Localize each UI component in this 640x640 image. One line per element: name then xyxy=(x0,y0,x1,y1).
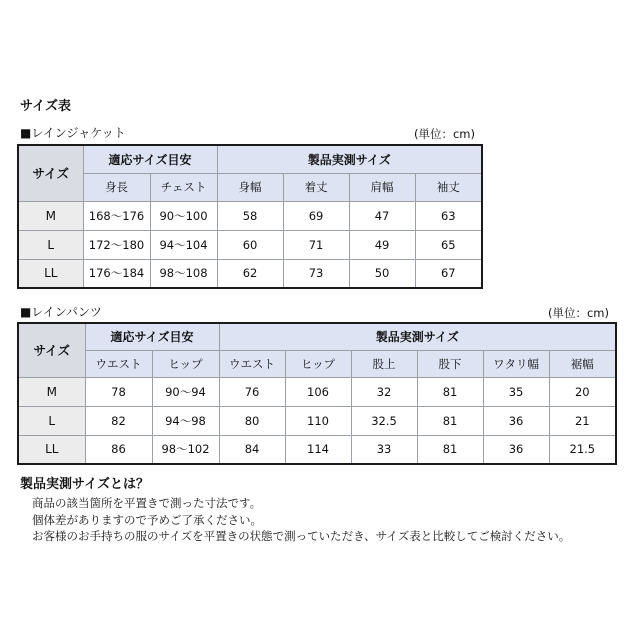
actual-size-header: 製品実測サイズ xyxy=(219,323,616,350)
size-label: M xyxy=(18,201,83,230)
page-title: サイズ表 xyxy=(20,99,71,114)
table-cell: 90～100 xyxy=(150,201,217,230)
table-cell: 47 xyxy=(349,201,415,230)
jacket-heading: ■レインジャケット xyxy=(20,126,126,140)
table-row xyxy=(18,406,616,435)
table-cell: 76 xyxy=(219,377,285,406)
table-cell: 71 xyxy=(283,230,349,259)
column-header: 袖丈 xyxy=(415,173,482,201)
table-row xyxy=(18,201,482,230)
table-cell: 81 xyxy=(417,435,483,464)
note-line: 個体差がありますので予めご了承ください。 xyxy=(32,513,262,527)
table-cell: 98～108 xyxy=(150,259,217,288)
size-label: L xyxy=(18,230,83,259)
table-cell: 94～98 xyxy=(152,406,219,435)
table-cell: 81 xyxy=(417,406,483,435)
table-cell: 81 xyxy=(417,377,483,406)
table-cell: 32.5 xyxy=(351,406,417,435)
pants-heading: ■レインパンツ xyxy=(20,305,102,319)
table-cell: 33 xyxy=(351,435,417,464)
size-label: LL xyxy=(18,435,85,464)
table-row xyxy=(18,259,482,288)
actual-size-header: 製品実測サイズ xyxy=(217,145,482,173)
table-row xyxy=(18,377,616,406)
table-cell: 110 xyxy=(285,406,351,435)
pants-size-table xyxy=(17,322,617,465)
notes-title: 製品実測サイズとは？ xyxy=(20,477,149,492)
table-cell: 82 xyxy=(85,406,152,435)
table-cell: 58 xyxy=(217,201,283,230)
table-cell: 90～94 xyxy=(152,377,219,406)
column-header: 裾幅 xyxy=(549,350,616,377)
table-cell: 80 xyxy=(219,406,285,435)
table-cell: 60 xyxy=(217,230,283,259)
column-header: 肩幅 xyxy=(349,173,415,201)
table-cell: 176～184 xyxy=(83,259,150,288)
size-label: L xyxy=(18,406,85,435)
table-cell: 49 xyxy=(349,230,415,259)
table-cell: 63 xyxy=(415,201,482,230)
size-header: サイズ xyxy=(18,145,83,201)
jacket-unit: (単位：cm) xyxy=(414,127,475,141)
table-cell: 67 xyxy=(415,259,482,288)
fit-size-header: 適応サイズ目安 xyxy=(83,145,217,173)
table-cell: 62 xyxy=(217,259,283,288)
fit-size-header: 適応サイズ目安 xyxy=(85,323,219,350)
table-cell: 86 xyxy=(85,435,152,464)
table-cell: 78 xyxy=(85,377,152,406)
table-cell: 50 xyxy=(349,259,415,288)
table-cell: 106 xyxy=(285,377,351,406)
column-header: 股上 xyxy=(351,350,417,377)
note-line: 商品の該当箇所を平置きで測った寸法です。 xyxy=(32,496,262,510)
jacket-size-table xyxy=(17,144,483,289)
column-header: 身長 xyxy=(83,173,150,201)
column-header: 着丈 xyxy=(283,173,349,201)
table-cell: 65 xyxy=(415,230,482,259)
column-header: ウエスト xyxy=(219,350,285,377)
table-cell: 114 xyxy=(285,435,351,464)
pants-unit: (単位：cm) xyxy=(548,306,609,320)
table-cell: 36 xyxy=(483,406,549,435)
note-line: お客様のお手持ちの服のサイズを平置きの状態で測っていただき、サイズ表と比較してご検討ください。 xyxy=(32,529,571,543)
column-header: チェスト xyxy=(150,173,217,201)
column-header: 股下 xyxy=(417,350,483,377)
table-cell: 69 xyxy=(283,201,349,230)
table-row xyxy=(18,230,482,259)
table-cell: 168～176 xyxy=(83,201,150,230)
table-cell: 32 xyxy=(351,377,417,406)
table-cell: 84 xyxy=(219,435,285,464)
column-header: ヒップ xyxy=(285,350,351,377)
size-header: サイズ xyxy=(18,323,85,377)
table-cell: 94～104 xyxy=(150,230,217,259)
table-cell: 21 xyxy=(549,406,616,435)
size-label: M xyxy=(18,377,85,406)
column-header: ウエスト xyxy=(85,350,152,377)
column-header: ヒップ xyxy=(152,350,219,377)
table-cell: 172～180 xyxy=(83,230,150,259)
table-cell: 21.5 xyxy=(549,435,616,464)
table-cell: 73 xyxy=(283,259,349,288)
table-cell: 35 xyxy=(483,377,549,406)
size-label: LL xyxy=(18,259,83,288)
table-row xyxy=(18,435,616,464)
table-cell: 98～102 xyxy=(152,435,219,464)
table-cell: 20 xyxy=(549,377,616,406)
column-header: ワタリ幅 xyxy=(483,350,549,377)
column-header: 身幅 xyxy=(217,173,283,201)
table-cell: 36 xyxy=(483,435,549,464)
